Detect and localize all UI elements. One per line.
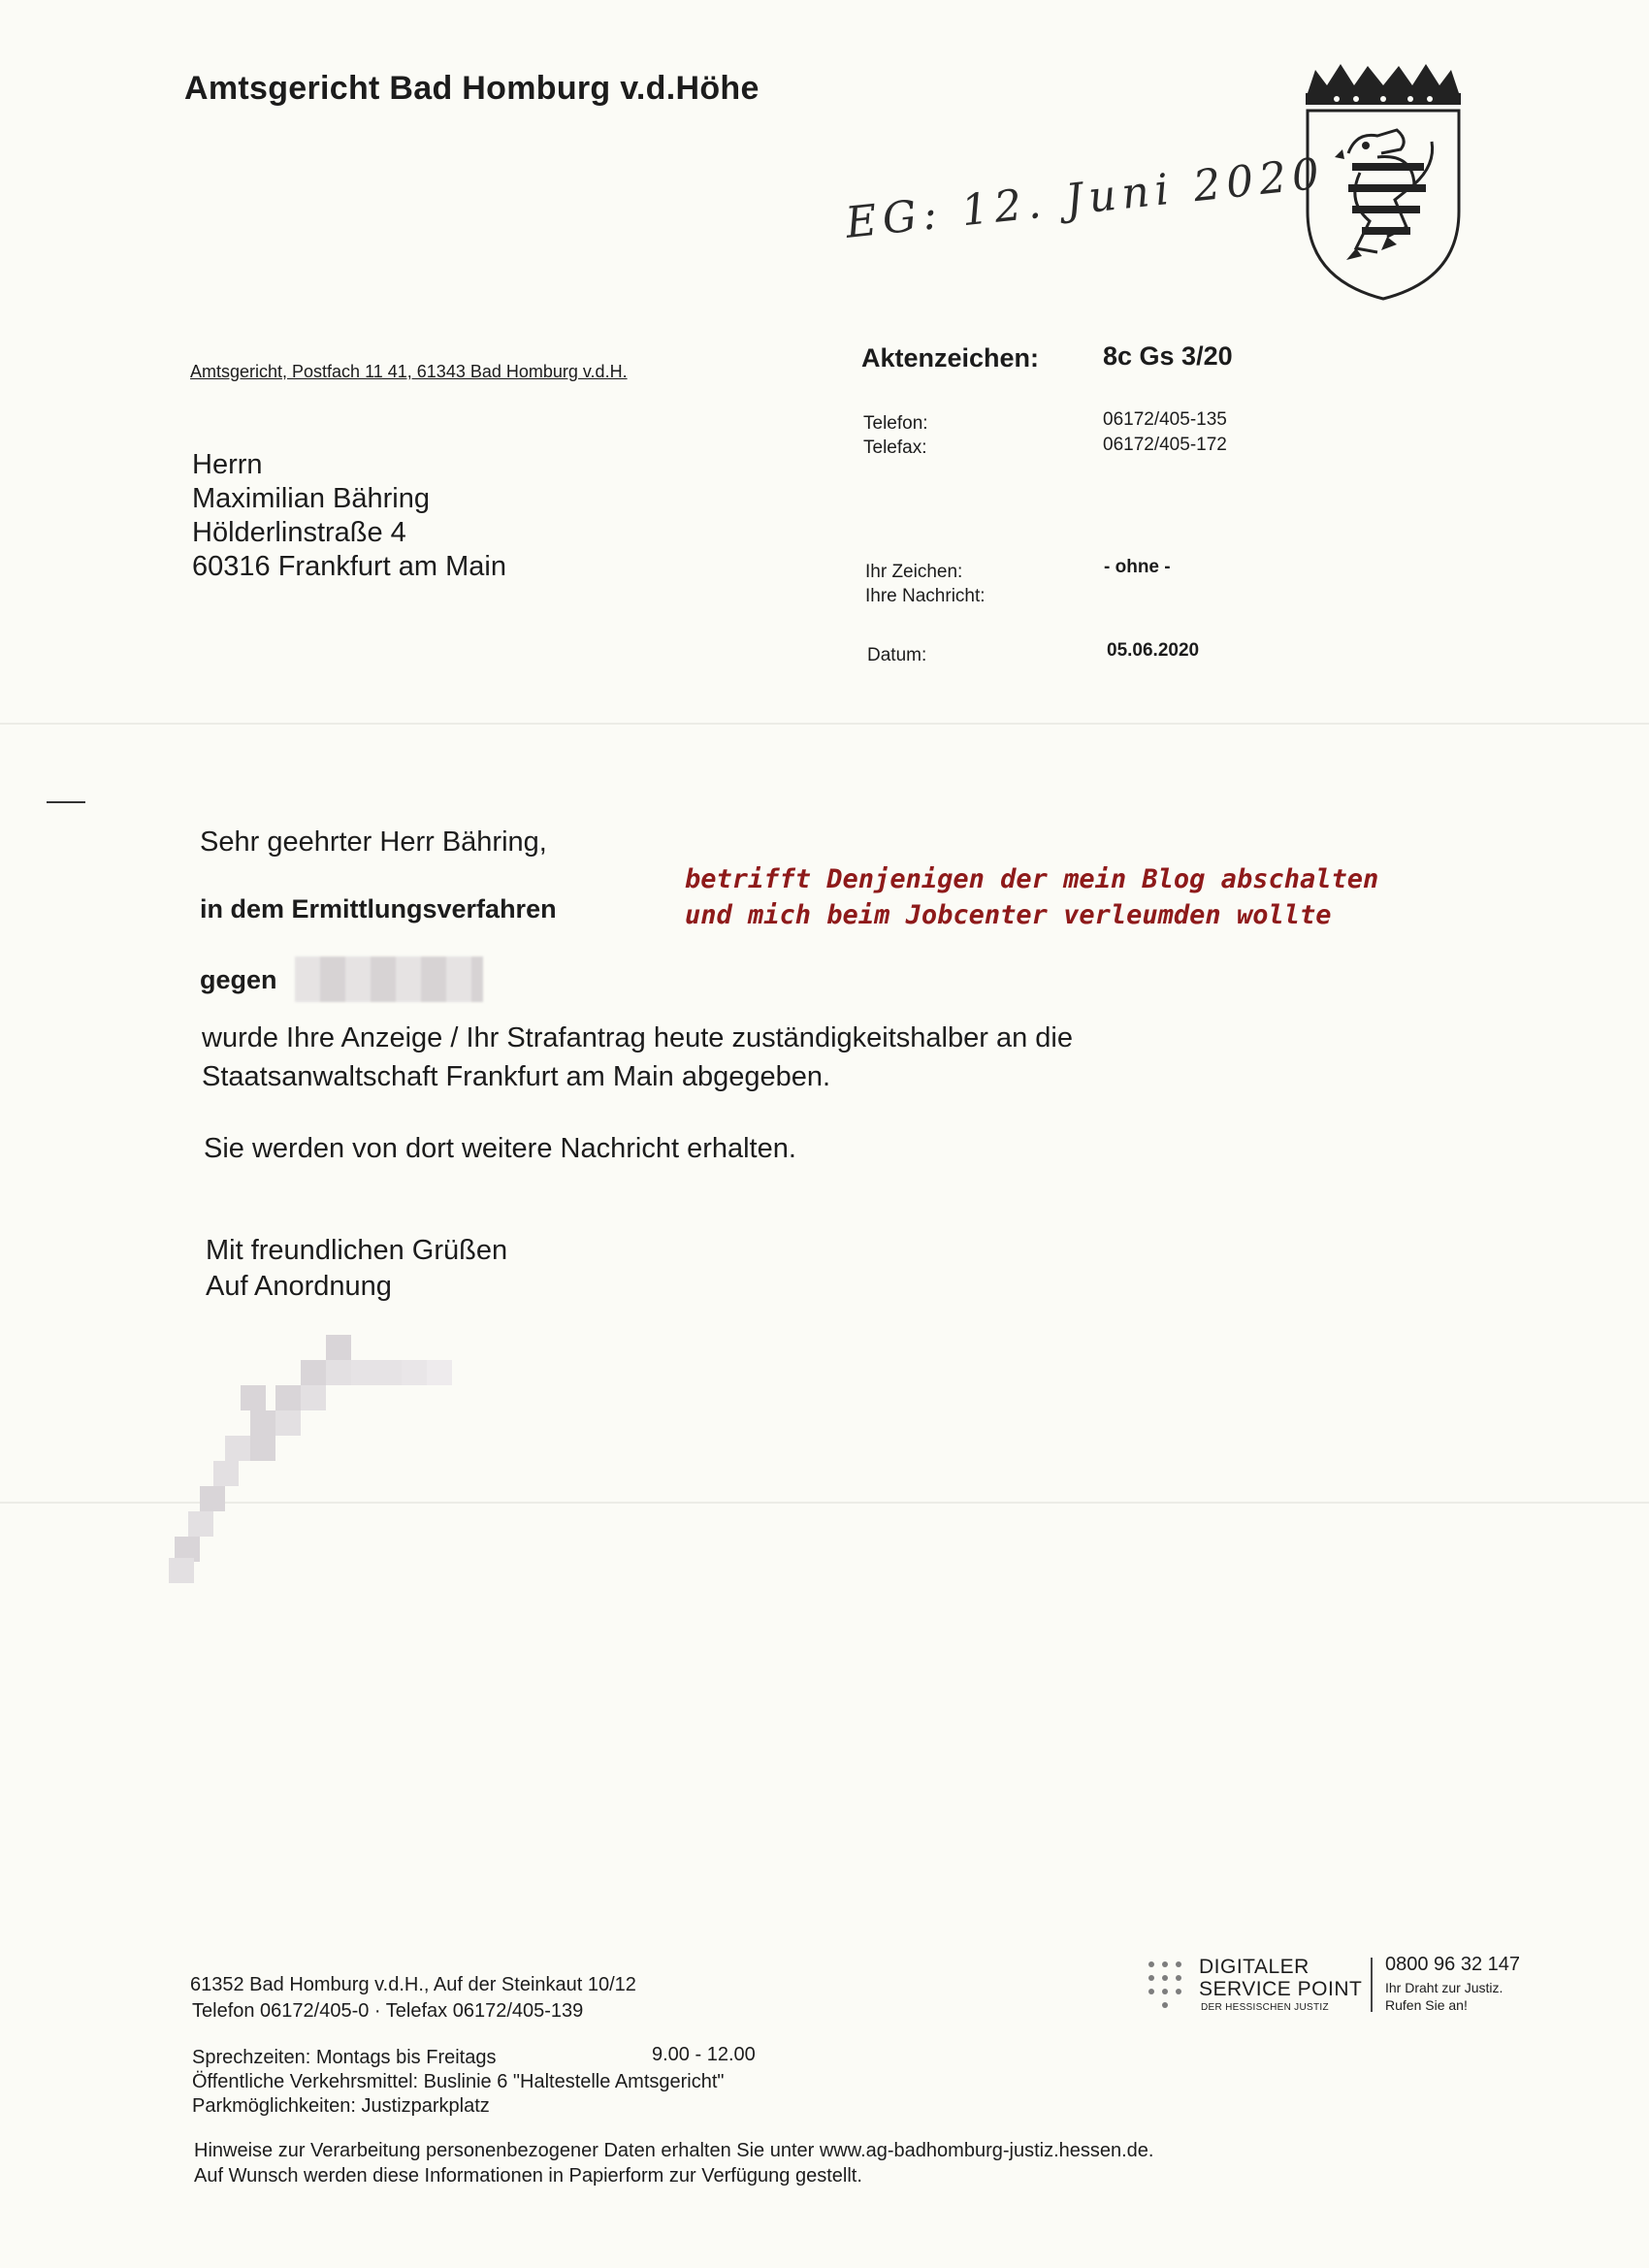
- service-point-sub: DER HESSISCHEN JUSTIZ: [1201, 2002, 1329, 2013]
- footer-address: 61352 Bad Homburg v.d.H., Auf der Steinkaut 10/12: [190, 1974, 636, 1995]
- telefax-label: Telefax:: [863, 437, 927, 458]
- annotation-line-2: und mich beim Jobcenter verleumden wollte: [685, 900, 1332, 930]
- closing-1: Mit freundlichen Grüßen: [206, 1235, 508, 1266]
- ihr-zeichen-label: Ihr Zeichen:: [865, 562, 963, 582]
- fold-line: [0, 723, 1649, 725]
- recipient-salutation: Herrn: [192, 449, 263, 480]
- recipient-city: 60316 Frankfurt am Main: [192, 551, 506, 582]
- annotation-line-1: betrifft Denjenigen der mein Blog abschalten: [685, 864, 1379, 894]
- service-point-phone: 0800 96 32 147: [1385, 1954, 1521, 1975]
- ihr-zeichen-value: - ohne -: [1104, 557, 1171, 577]
- sender-return-address: Amtsgericht, Postfach 11 41, 61343 Bad Homburg v.d.H.: [190, 362, 628, 381]
- recipient-address: [192, 448, 506, 584]
- service-point-name-1: DIGITALER: [1199, 1956, 1310, 1978]
- greeting: Sehr geehrter Herr Bähring,: [200, 826, 547, 858]
- service-point-divider: [1371, 1958, 1373, 2012]
- service-point-tagline-1: Ihr Draht zur Justiz.: [1385, 1980, 1504, 1995]
- footer-parking: Parkmöglichkeiten: Justizparkplatz: [192, 2095, 490, 2117]
- body-line-3: Sie werden von dort weitere Nachricht erhalten.: [204, 1133, 796, 1164]
- footer-privacy-1: Hinweise zur Verarbeitung personenbezogener Daten erhalten Sie unter www.ag-badhomburg-justiz.hessen.de.: [194, 2140, 1154, 2161]
- footer-privacy-2: Auf Wunsch werden diese Informationen in Papierform zur Verfügung gestellt.: [194, 2165, 862, 2187]
- recipient-name: Maximilian Bähring: [192, 483, 430, 514]
- aktenzeichen-value: 8c Gs 3/20: [1103, 341, 1233, 371]
- recipient-street: Hölderlinstraße 4: [192, 517, 406, 548]
- court-name: Amtsgericht Bad Homburg v.d.Höhe: [184, 70, 760, 107]
- telefon-value: 06172/405-135: [1103, 409, 1227, 430]
- service-point-name-2: SERVICE POINT: [1199, 1978, 1363, 2000]
- footer-transport: Öffentliche Verkehrsmittel: Buslinie 6 "Haltestelle Amtsgericht": [192, 2071, 725, 2092]
- telefon-label: Telefon:: [863, 413, 928, 434]
- aktenzeichen-label: Aktenzeichen:: [861, 343, 1040, 373]
- body-line-2: Staatsanwaltschaft Frankfurt am Main abgegeben.: [202, 1061, 831, 1092]
- case-line: in dem Ermittlungsverfahren: [200, 894, 557, 923]
- datum-label: Datum:: [867, 645, 927, 665]
- closing-2: Auf Anordnung: [206, 1271, 392, 1302]
- against-label: gegen: [200, 965, 277, 994]
- service-point-tagline-2: Rufen Sie an!: [1385, 1997, 1468, 2013]
- dot-grid-icon: [1147, 1960, 1189, 2010]
- footer-hours-label: Sprechzeiten: Montags bis Freitags: [192, 2047, 497, 2068]
- handwritten-annotation: [685, 861, 1378, 933]
- footer-phone-fax: Telefon 06172/405-0 · Telefax 06172/405-139: [192, 2000, 584, 2022]
- ihre-nachricht-label: Ihre Nachricht:: [865, 586, 986, 606]
- handwritten-receipt-note: EG: 12. Juni 2020: [843, 148, 1328, 248]
- hessen-coat-of-arms-icon: [1288, 56, 1478, 305]
- fold-mark: [47, 801, 85, 803]
- redacted-signature: [165, 1335, 475, 1583]
- body-line-1: wurde Ihre Anzeige / Ihr Strafantrag heute zuständigkeitshalber an die: [202, 1022, 1073, 1053]
- redacted-name: [295, 956, 483, 1002]
- telefax-value: 06172/405-172: [1103, 435, 1227, 455]
- footer-hours-value: 9.00 - 12.00: [652, 2044, 756, 2065]
- datum-value: 05.06.2020: [1107, 640, 1200, 661]
